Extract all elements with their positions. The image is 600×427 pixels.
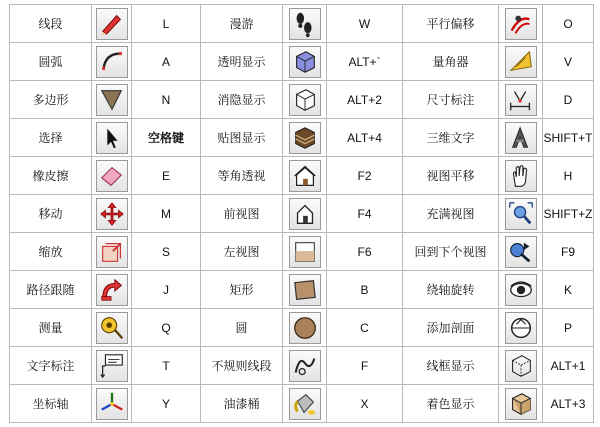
tool-name: 消隐显示 [201,81,283,119]
tool-icon-cell [92,271,132,309]
tool-icon-cell [499,119,543,157]
tool-name: 移动 [10,195,92,233]
tool-icon-cell [499,81,543,119]
shortcut-key: L [132,5,201,43]
table-row [10,309,594,347]
tool-name: 路径跟随 [10,271,92,309]
tool-icon-cell [283,81,327,119]
shortcut-key: Y [132,385,201,423]
shortcut-key: F4 [327,195,403,233]
tool-name: 添加剖面 [403,309,499,347]
shortcut-key: SHIFT+Z [543,195,594,233]
wireframe-cube-icon[interactable] [505,350,537,382]
hidden-line-cube-icon[interactable] [289,84,321,116]
shortcut-key: C [327,309,403,347]
shortcut-table [9,4,594,423]
tool-icon-cell [92,43,132,81]
shortcut-key: D [543,81,594,119]
dimension-icon[interactable] [505,84,537,116]
tool-icon-cell [92,81,132,119]
tool-icon-cell [283,385,327,423]
table-row [10,81,594,119]
select-arrow-icon[interactable] [96,122,128,154]
tool-name: 漫游 [201,5,283,43]
shortcut-key: W [327,5,403,43]
tool-name: 视图平移 [403,157,499,195]
shortcut-key: ALT+2 [327,81,403,119]
follow-me-icon[interactable] [96,274,128,306]
tool-icon-cell [92,309,132,347]
3d-text-icon[interactable] [505,122,537,154]
tool-name: 测量 [10,309,92,347]
tool-icon-cell [283,347,327,385]
tool-icon-cell [499,309,543,347]
tool-icon-cell [283,233,327,271]
offset-icon[interactable] [505,8,537,40]
shortcut-key: F9 [543,233,594,271]
tool-icon-cell [92,385,132,423]
shortcut-key: ALT+` [327,43,403,81]
freehand-icon[interactable] [289,350,321,382]
shortcut-key: F [327,347,403,385]
tool-name: 选择 [10,119,92,157]
shortcut-key: K [543,271,594,309]
shortcut-key: E [132,157,201,195]
tool-icon-cell [499,43,543,81]
next-view-icon[interactable] [505,236,537,268]
tool-icon-cell [92,195,132,233]
tool-name: 矩形 [201,271,283,309]
polygon-icon[interactable] [96,84,128,116]
tool-icon-cell [92,5,132,43]
tool-name: 缩放 [10,233,92,271]
tool-name: 圆 [201,309,283,347]
tool-name: 贴图显示 [201,119,283,157]
pan-hand-icon[interactable] [505,160,537,192]
tool-icon-cell [283,5,327,43]
shortcut-key: H [543,157,594,195]
table-row [10,347,594,385]
tool-icon-cell [499,385,543,423]
shortcut-key: A [132,43,201,81]
tool-icon-cell [499,271,543,309]
tool-icon-cell [92,157,132,195]
table-row [10,195,594,233]
table-row [10,119,594,157]
table-row [10,157,594,195]
tool-icon-cell [283,195,327,233]
shortcut-key: O [543,5,594,43]
footprints-icon[interactable] [289,8,321,40]
tool-name: 绕轴旋转 [403,271,499,309]
shortcut-key: V [543,43,594,81]
tool-icon-cell [283,43,327,81]
iso-house-icon[interactable] [289,160,321,192]
paint-bucket-icon[interactable] [289,388,321,420]
move-arrows-icon[interactable] [96,198,128,230]
tool-icon-cell [499,195,543,233]
textured-cube-icon[interactable] [289,122,321,154]
tool-name: 线框显示 [403,347,499,385]
tool-icon-cell [499,347,543,385]
tool-name: 回到下个视图 [403,233,499,271]
tool-icon-cell [92,347,132,385]
arc-icon[interactable] [96,46,128,78]
shortcut-key: Q [132,309,201,347]
shortcut-key: X [327,385,403,423]
shortcut-key: 空格键 [132,119,201,157]
tool-icon-cell [283,157,327,195]
tool-icon-cell [283,271,327,309]
tool-name: 不规则线段 [201,347,283,385]
front-house-icon[interactable] [289,198,321,230]
eraser-icon[interactable] [96,160,128,192]
tool-name: 等角透视 [201,157,283,195]
shortcut-key: ALT+4 [327,119,403,157]
table-row [10,233,594,271]
tool-icon-cell [499,157,543,195]
shortcut-key: B [327,271,403,309]
tool-name: 三维文字 [403,119,499,157]
tool-name: 着色显示 [403,385,499,423]
tool-name: 平行偏移 [403,5,499,43]
circle-icon[interactable] [289,312,321,344]
shortcut-key: S [132,233,201,271]
shortcut-key: SHIFT+T [543,119,594,157]
tape-measure-icon[interactable] [96,312,128,344]
tool-icon-cell [283,309,327,347]
xray-cube-icon[interactable] [289,46,321,78]
tool-icon-cell [283,119,327,157]
rectangle-icon[interactable] [289,274,321,306]
tool-name: 尺寸标注 [403,81,499,119]
tool-name: 左视图 [201,233,283,271]
tool-name: 充满视图 [403,195,499,233]
tool-name: 橡皮擦 [10,157,92,195]
shortcut-key: F2 [327,157,403,195]
table-row [10,271,594,309]
tool-name: 透明显示 [201,43,283,81]
axes-icon[interactable] [96,388,128,420]
tool-name: 文字标注 [10,347,92,385]
tool-name: 线段 [10,5,92,43]
tool-name: 坐标轴 [10,385,92,423]
protractor-icon[interactable] [505,46,537,78]
pencil-icon[interactable] [96,8,128,40]
shortcut-key: ALT+1 [543,347,594,385]
shortcut-key: M [132,195,201,233]
shortcut-key: P [543,309,594,347]
tool-icon-cell [92,119,132,157]
tool-icon-cell [92,233,132,271]
shaded-cube-icon[interactable] [505,388,537,420]
table-row [10,385,594,423]
shortcut-key: J [132,271,201,309]
text-label-icon[interactable] [96,350,128,382]
shortcut-key: F6 [327,233,403,271]
tool-name: 油漆桶 [201,385,283,423]
tool-icon-cell [499,5,543,43]
tool-icon-cell [499,233,543,271]
table-row [10,43,594,81]
zoom-extents-icon[interactable] [505,198,537,230]
tool-name: 圆弧 [10,43,92,81]
scale-icon[interactable] [96,236,128,268]
tool-name: 前视图 [201,195,283,233]
orbit-eye-icon[interactable] [505,274,537,306]
shortcut-key: T [132,347,201,385]
left-view-icon[interactable] [289,236,321,268]
shortcut-key: ALT+3 [543,385,594,423]
tool-name: 多边形 [10,81,92,119]
shortcut-key: N [132,81,201,119]
tool-name: 量角器 [403,43,499,81]
table-row [10,5,594,43]
section-plane-icon[interactable] [505,312,537,344]
